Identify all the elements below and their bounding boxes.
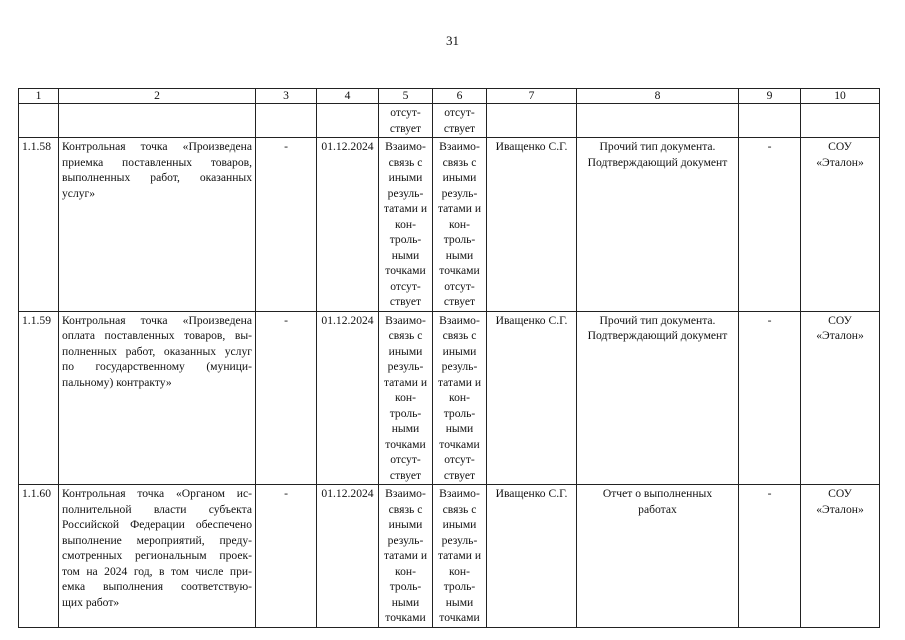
header-cell: 9	[739, 89, 801, 104]
relation-line: точками	[385, 437, 426, 451]
relation-line: татами и	[437, 375, 482, 389]
cell-empty	[59, 104, 256, 138]
relation-line: кон-	[449, 564, 470, 578]
relation-line: отсут-	[444, 279, 475, 293]
relation-line: троль-	[389, 580, 422, 593]
relation-line: троль-	[443, 580, 476, 593]
name-line: услуг»	[62, 186, 96, 200]
cell-empty	[19, 104, 59, 138]
source-line: СОУ	[828, 140, 852, 153]
cell-dash: -	[739, 138, 801, 312]
relation-line: ствует	[443, 121, 476, 135]
cell-dash: -	[256, 138, 317, 312]
relation-line: ствует	[389, 121, 422, 135]
cell-dash: -	[739, 311, 801, 485]
name-line: пальному) контракту»	[62, 375, 172, 389]
cell-dash: -	[739, 485, 801, 628]
source-line: СОУ	[828, 313, 852, 327]
due-date: 01.12.2024	[317, 485, 379, 628]
relation-line: точками	[385, 264, 426, 277]
header-cell: 8	[577, 89, 739, 104]
relation-line: кон-	[449, 391, 470, 404]
name-line: оплата поставленных товаров, вы-	[62, 329, 252, 342]
due-date: 01.12.2024	[317, 311, 379, 485]
name-line: выполненных работ, оказанных	[62, 171, 252, 184]
relation-line: связь с	[388, 502, 423, 516]
document-type	[577, 485, 739, 628]
relation-line: татами и	[383, 202, 428, 215]
name-line: по государственному (муници-	[62, 360, 252, 373]
relation-line: троль-	[443, 406, 476, 420]
header-cell: 3	[256, 89, 317, 104]
due-date: 01.12.2024	[317, 138, 379, 312]
name-line: выполнение мероприятий, преду-	[62, 533, 252, 547]
name-line: емка выполнения соответствую-	[62, 580, 252, 593]
relation-line: иными	[442, 518, 477, 531]
cell-empty	[256, 104, 317, 138]
relation-line: отсут-	[390, 453, 421, 466]
name-line: Контрольная точка «Органом ис-	[62, 487, 252, 500]
relation-line: кон-	[395, 391, 416, 404]
header-cell: 1	[19, 89, 59, 104]
relation-line: отсут-	[390, 106, 421, 119]
responsible-person: Иващенко С.Г.	[487, 485, 577, 628]
document-type	[577, 138, 739, 312]
relation-line: иными	[442, 344, 477, 358]
source-line: «Эталон»	[816, 502, 864, 516]
relation-line: Взаимо-	[385, 140, 426, 153]
source-line: СОУ	[828, 487, 852, 500]
header-cell: 7	[487, 89, 577, 104]
relation-line: кон-	[449, 217, 470, 231]
document-line: Прочий тип документа.	[599, 313, 716, 327]
header-cell: 4	[317, 89, 379, 104]
relation-line: связь с	[442, 155, 477, 169]
document-line: Прочий тип документа.	[599, 140, 716, 153]
relation-line: резуль-	[387, 186, 424, 200]
relation-line: ствует	[389, 468, 422, 482]
source-line: «Эталон»	[816, 155, 864, 169]
relation-line: ными	[445, 595, 474, 609]
control-point-name	[59, 311, 256, 485]
relation-line: резуль-	[441, 186, 478, 200]
cell-dash: -	[256, 311, 317, 485]
relation-line: точками	[439, 611, 480, 624]
relation-cell	[379, 104, 433, 138]
relation-cell	[433, 311, 487, 485]
relation-line: связь с	[442, 502, 477, 516]
relation-line: связь с	[388, 155, 423, 169]
relation-line: иными	[388, 344, 423, 358]
relation-line: иными	[388, 518, 423, 531]
header-cell: 6	[433, 89, 487, 104]
relation-line: отсут-	[444, 453, 475, 466]
relation-line: связь с	[388, 329, 423, 342]
relation-line: татами и	[437, 549, 482, 562]
page-number: 31	[446, 33, 459, 48]
name-line: Контрольная точка «Произведена	[62, 140, 252, 153]
relation-line: троль-	[389, 233, 422, 246]
relation-line: Взаимо-	[439, 140, 480, 153]
relation-line: Взаимо-	[385, 487, 426, 500]
relation-line: ными	[391, 595, 420, 609]
document-line: Подтверждающий документ	[587, 329, 728, 342]
name-line: щих работ»	[62, 595, 120, 609]
row-number: 1.1.59	[19, 311, 59, 485]
relation-line: ствует	[443, 468, 476, 482]
relation-line: троль-	[389, 406, 422, 420]
relation-line: ными	[445, 422, 474, 435]
responsible-person: Иващенко С.Г.	[487, 138, 577, 312]
cell-dash: -	[256, 485, 317, 628]
table-row	[19, 311, 880, 485]
row-number: 1.1.60	[19, 485, 59, 628]
relation-line: ными	[391, 422, 420, 435]
control-point-name	[59, 138, 256, 312]
cell-empty	[317, 104, 379, 138]
relation-line: иными	[388, 171, 423, 184]
relation-line: ными	[445, 248, 474, 262]
cell-empty	[577, 104, 739, 138]
relation-line: резуль-	[441, 360, 478, 373]
name-line: Контрольная точка «Произведена	[62, 313, 252, 327]
relation-line: резуль-	[387, 533, 424, 547]
cell-empty	[801, 104, 880, 138]
relation-line: ствует	[389, 295, 422, 308]
control-points-table	[18, 88, 880, 628]
relation-line: ными	[391, 248, 420, 262]
document-line: Подтверждающий документ	[587, 155, 728, 169]
relation-cell	[433, 485, 487, 628]
document-type	[577, 311, 739, 485]
information-source	[801, 138, 880, 312]
name-line: смотренных региональным проек-	[62, 549, 252, 562]
relation-line: Взаимо-	[385, 313, 426, 327]
relation-line: резуль-	[441, 533, 478, 547]
relation-line: ствует	[443, 295, 476, 308]
document-line: работах	[638, 502, 677, 516]
relation-cell	[433, 138, 487, 312]
cell-empty	[739, 104, 801, 138]
relation-line: связь с	[442, 329, 477, 342]
table-row	[19, 485, 880, 628]
relation-line: троль-	[443, 233, 476, 246]
relation-cell	[379, 138, 433, 312]
relation-line: кон-	[395, 217, 416, 231]
name-line: полненных работ, оказанных услуг	[62, 344, 252, 358]
relation-cell	[379, 485, 433, 628]
source-line: «Эталон»	[816, 329, 864, 342]
relation-line: отсут-	[390, 279, 421, 293]
relation-cell	[379, 311, 433, 485]
relation-cell	[433, 104, 487, 138]
name-line: Российской Федерации обеспечено	[62, 518, 252, 531]
relation-line: точками	[385, 611, 426, 624]
relation-line: точками	[439, 264, 480, 277]
information-source	[801, 485, 880, 628]
relation-line: отсут-	[444, 106, 475, 119]
document-line: Отчет о выполненных	[602, 487, 713, 500]
relation-line: татами и	[383, 375, 428, 389]
relation-line: татами и	[437, 202, 482, 215]
table-row	[19, 138, 880, 312]
control-point-name	[59, 485, 256, 628]
responsible-person: Иващенко С.Г.	[487, 311, 577, 485]
relation-line: Взаимо-	[439, 313, 480, 327]
relation-line: точками	[439, 437, 480, 451]
header-row	[19, 89, 880, 104]
header-cell: 5	[379, 89, 433, 104]
relation-line: Взаимо-	[439, 487, 480, 500]
row-number: 1.1.58	[19, 138, 59, 312]
relation-line: кон-	[395, 564, 416, 578]
name-line: полнительной власти субъекта	[62, 502, 252, 516]
cell-empty	[487, 104, 577, 138]
information-source	[801, 311, 880, 485]
relation-line: резуль-	[387, 360, 424, 373]
name-line: приемка поставленных товаров,	[62, 155, 252, 169]
header-cell: 10	[801, 89, 880, 104]
relation-line: татами и	[383, 549, 428, 562]
header-cell: 2	[59, 89, 256, 104]
name-line: том на 2024 год, в том числе при-	[62, 564, 252, 578]
relation-line: иными	[442, 171, 477, 184]
continuation-row	[19, 104, 880, 138]
